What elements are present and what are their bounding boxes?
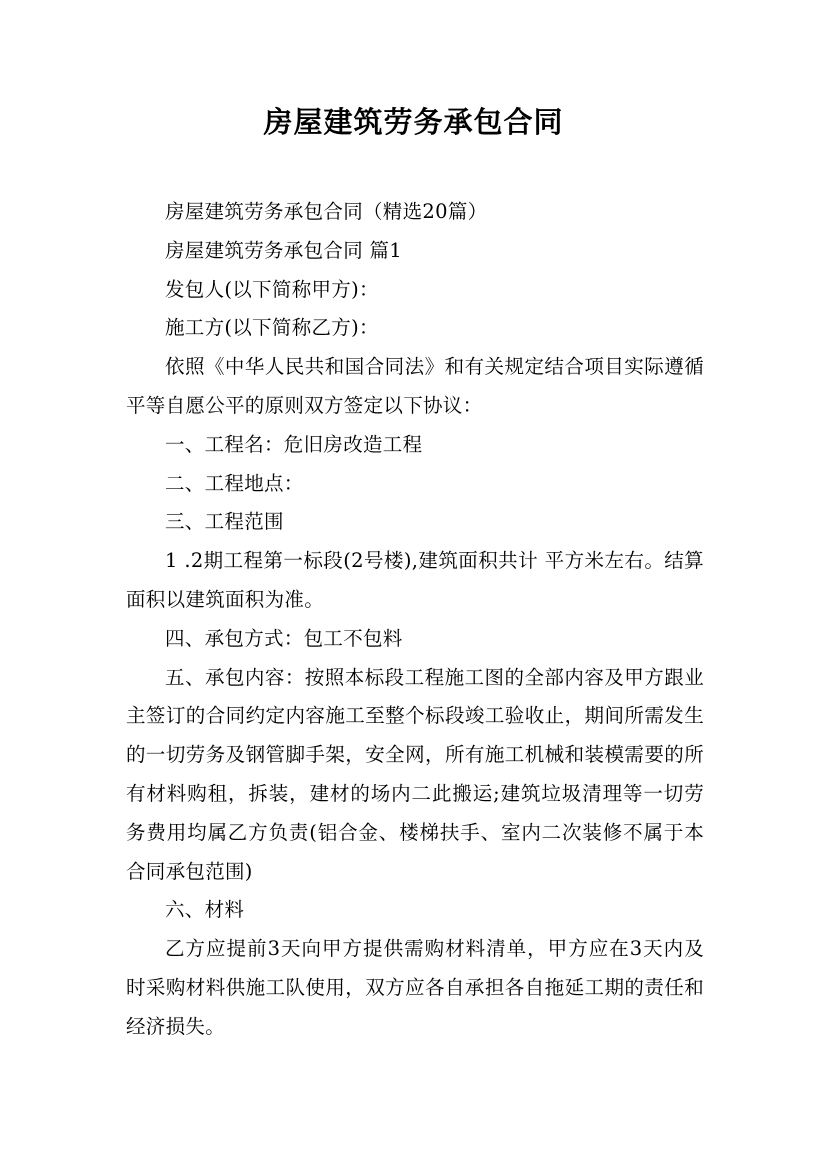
contractor-line: 施工方(以下简称乙方)： [165,316,379,340]
contract-method-clause: 四、承包方式：包工不包料 [165,626,403,650]
project-name-clause: 一、工程名：危旧房改造工程 [165,432,423,456]
subtitle-paragraph: 房屋建筑劳务承包合同（精选20篇） [165,200,488,223]
contract-content-paragraph: 五、承包内容：按照本标段工程施工图的全部内容及甲方跟业主签订的合同约定内容施工至整个标段竣工验收止，期间所需发生的一切劳务及钢管脚手架，安全网，所有施工机械和装模需要的所有材料购租，拆装，建材的场内二此搬运;建筑垃圾清理等一切劳务费用均属乙方负责(铝合金、楼梯扶手、室内二次装修不属于本合同承包范围) [126,665,704,883]
section-heading: 房屋建筑劳务承包合同 篇1 [165,238,403,262]
preamble-paragraph: 依照《中华人民共和国合同法》和有关规定结合项目实际遵循平等自愿公平的原则双方签定以下协议： [126,355,704,417]
materials-paragraph: 乙方应提前3天向甲方提供需购材料清单，甲方应在3天内及时采购材料供施工队使用，双方应各自承担各自拖延工期的责任和经济损失。 [126,937,704,1038]
document-body [126,193,704,1047]
materials-heading: 六、材料 [165,898,245,922]
document-title: 房屋建筑劳务承包合同 [263,105,564,139]
employer-line: 发包人(以下简称甲方)： [165,277,379,301]
project-location-clause: 二、工程地点： [165,471,304,495]
project-scope-heading: 三、工程范围 [165,510,284,534]
project-scope-paragraph: 1 .2期工程第一标段(2号楼),建筑面积共计 平方米左右。结算面积以建筑面积为准。 [126,549,704,611]
